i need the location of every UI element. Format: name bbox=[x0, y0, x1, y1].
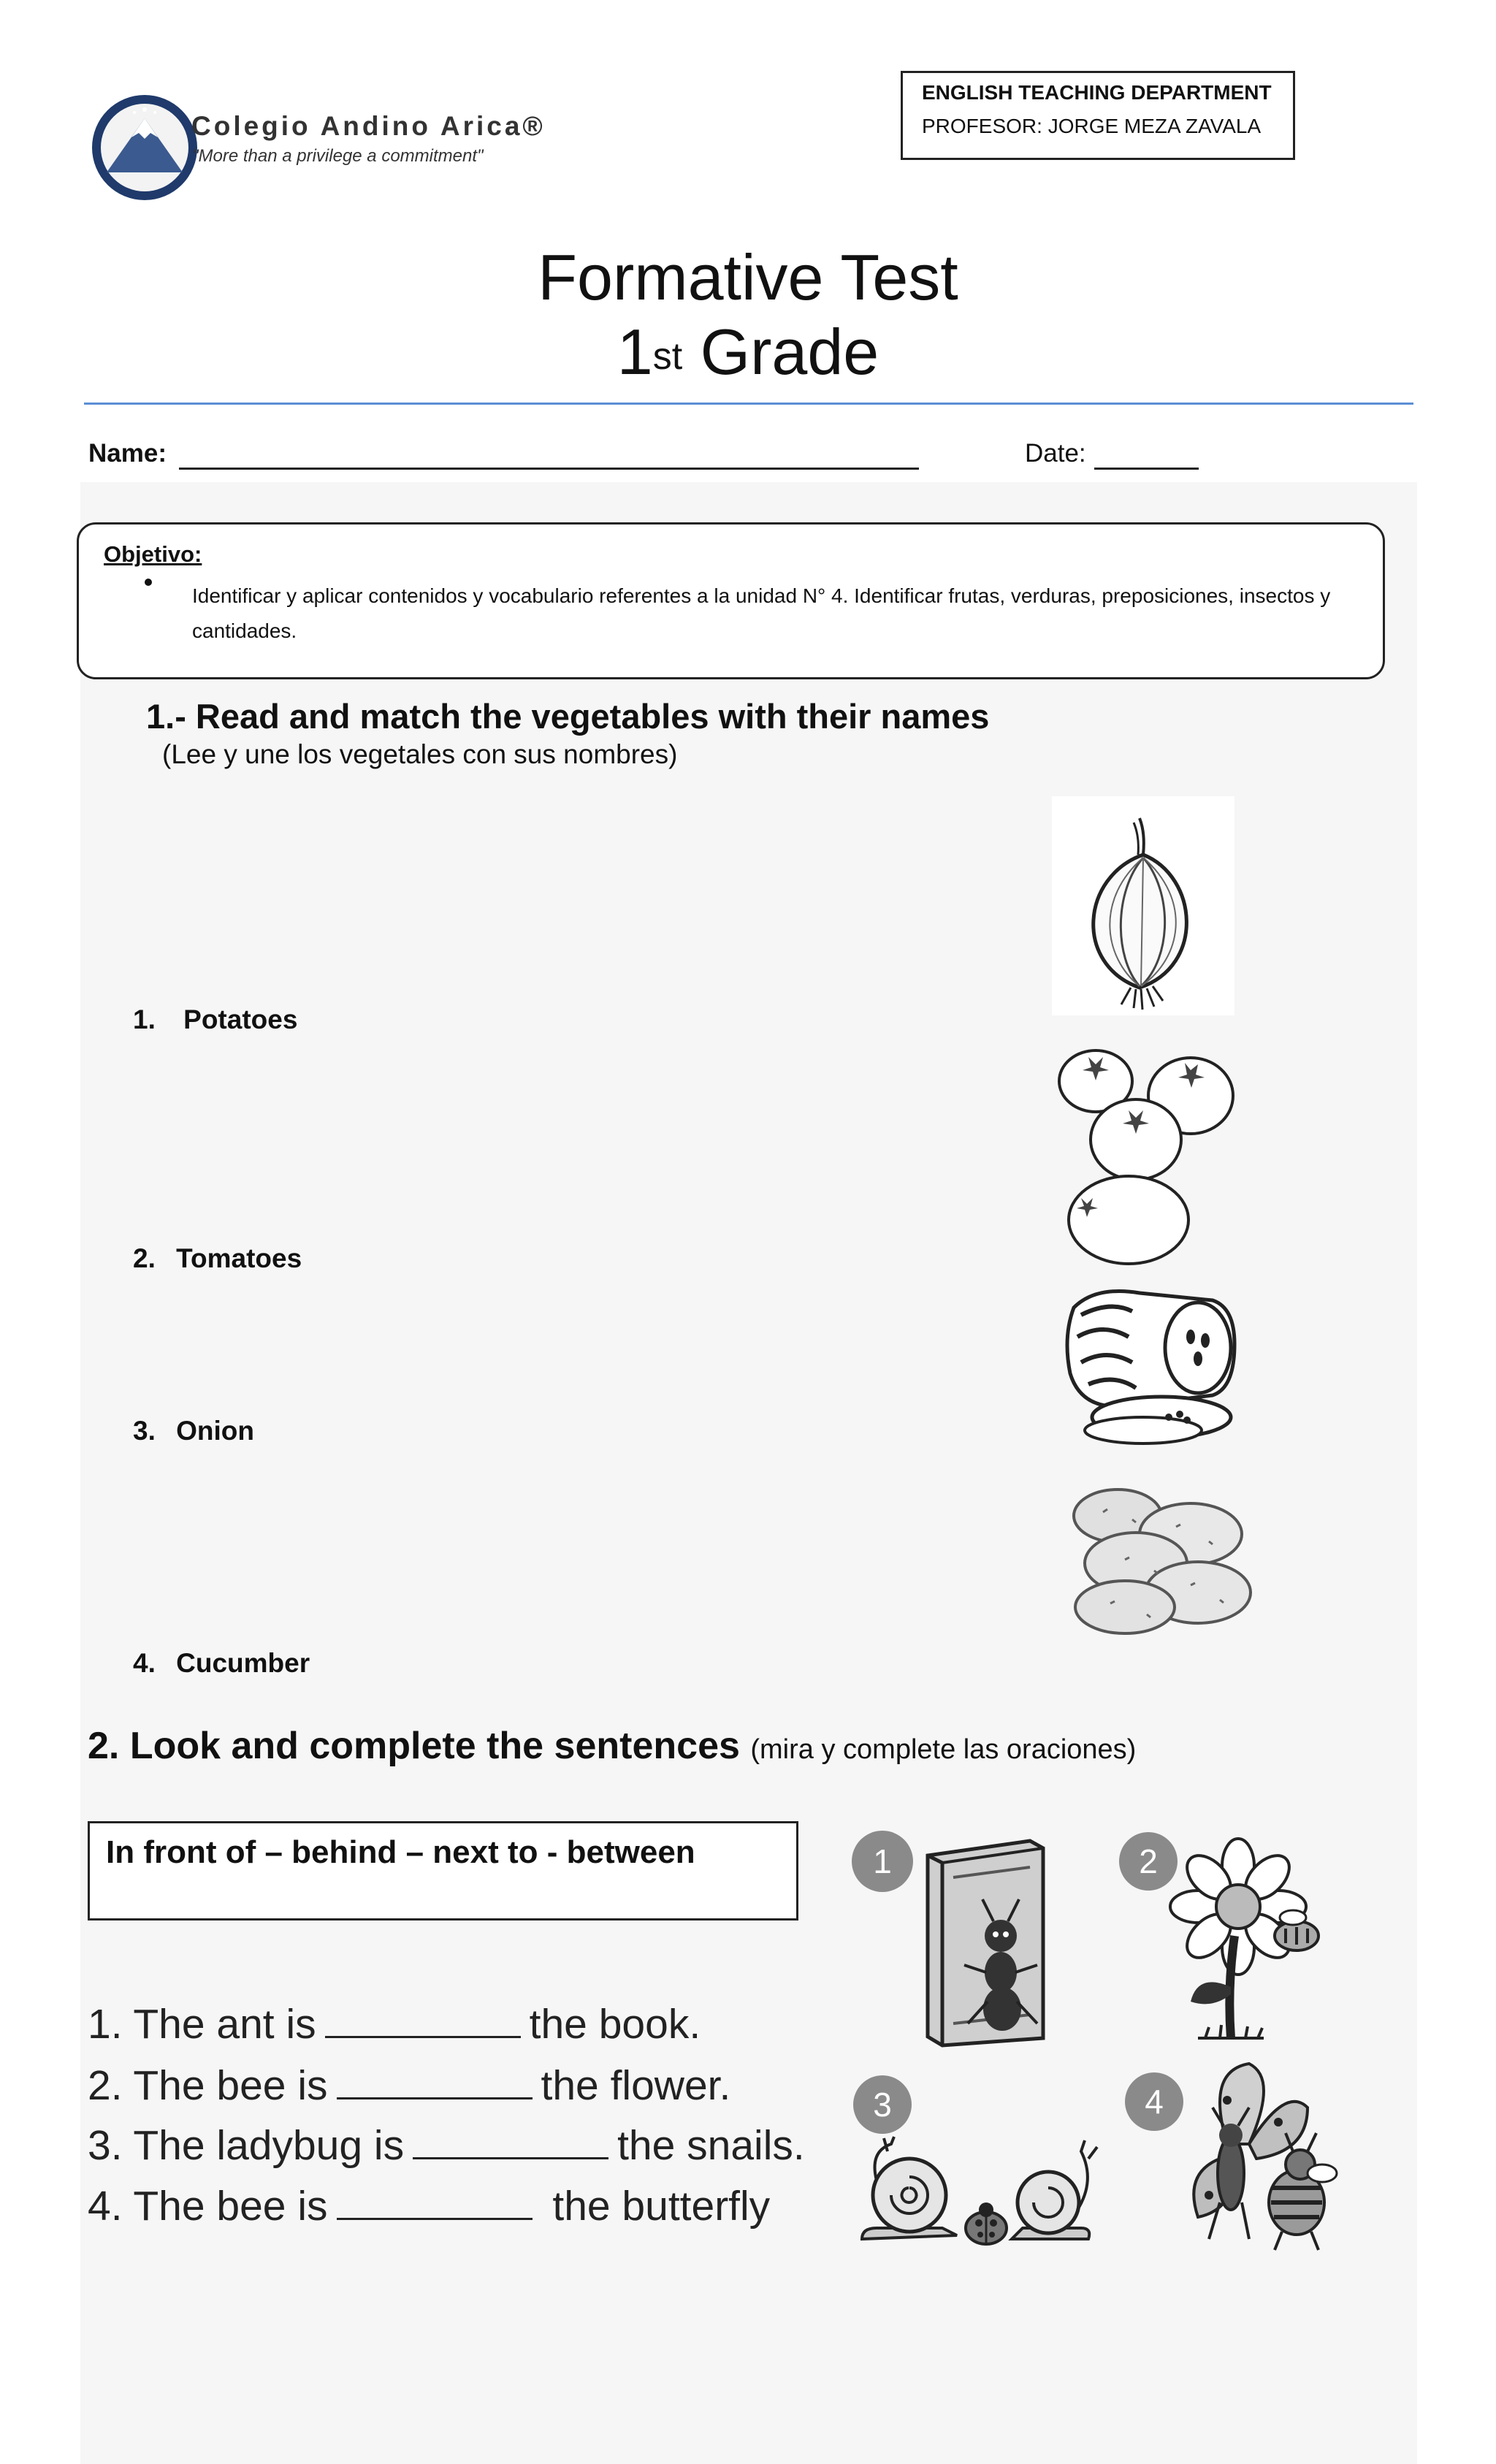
grade-number: 1 bbox=[617, 316, 653, 388]
sentence-start: 2. The bee is bbox=[88, 2062, 328, 2109]
cucumber-picture[interactable] bbox=[1052, 1278, 1264, 1446]
tomatoes-picture[interactable] bbox=[1052, 1041, 1242, 1267]
picture-ant-book[interactable] bbox=[847, 1826, 1110, 2060]
potatoes-picture[interactable] bbox=[1066, 1483, 1256, 1636]
answer-blank[interactable] bbox=[337, 2065, 533, 2099]
potatoes-icon bbox=[1066, 1483, 1256, 1636]
picture-number-4: 4 bbox=[1145, 2083, 1164, 2121]
item-label: Onion bbox=[176, 1416, 255, 1446]
item-label: Cucumber bbox=[176, 1648, 310, 1678]
school-slogan: "More than a privilege a commitment" bbox=[192, 146, 484, 166]
sentence-start: 4. The bee is bbox=[88, 2183, 328, 2230]
sentence-start: 1. The ant is bbox=[88, 2001, 316, 2048]
answer-blank[interactable] bbox=[325, 2004, 521, 2038]
bee-butterfly-icon bbox=[1118, 2056, 1359, 2261]
school-name: Colegio Andino Arica® bbox=[191, 111, 546, 141]
date-field[interactable] bbox=[1094, 468, 1199, 470]
sentence-end: the snails. bbox=[617, 2122, 805, 2169]
sentence-3 bbox=[88, 2121, 805, 2170]
match-item-cucumber[interactable] bbox=[133, 1648, 310, 1679]
item-label: Tomatoes bbox=[176, 1243, 302, 1273]
picture-number-3: 3 bbox=[873, 2086, 892, 2124]
teacher-name: PROFESOR: JORGE MEZA ZAVALA bbox=[922, 115, 1262, 137]
item-number: 3. bbox=[133, 1416, 156, 1446]
date-label: Date: bbox=[1025, 439, 1086, 468]
item-number: 2. bbox=[133, 1243, 156, 1273]
item-label: Potatoes bbox=[183, 1004, 298, 1034]
name-field[interactable] bbox=[179, 468, 919, 470]
bee-flower-icon bbox=[1118, 1826, 1359, 2060]
ant-book-icon bbox=[847, 1826, 1110, 2060]
section1-title: 1.- Read and match the vegetables with their names bbox=[146, 697, 990, 736]
sentence-1 bbox=[88, 2000, 701, 2048]
onion-icon bbox=[1052, 796, 1234, 1015]
match-item-onion[interactable] bbox=[133, 1416, 254, 1446]
sentence-end: the flower. bbox=[541, 2062, 731, 2109]
grade-word: Grade bbox=[682, 316, 879, 388]
sentence-start: 3. The ladybug is bbox=[88, 2122, 405, 2169]
picture-number-1: 1 bbox=[873, 1842, 892, 1880]
item-number: 4. bbox=[133, 1648, 156, 1678]
answer-blank[interactable] bbox=[413, 2125, 608, 2159]
tomatoes-icon bbox=[1052, 1041, 1242, 1267]
title-divider bbox=[84, 403, 1413, 405]
sentence-end: the book. bbox=[529, 2001, 701, 2048]
section2-subtitle: (mira y complete las oraciones) bbox=[750, 1734, 1137, 1765]
name-label: Name: bbox=[88, 439, 167, 468]
page-title: Formative Test bbox=[538, 241, 958, 313]
ladybug-snails-icon bbox=[847, 2071, 1110, 2261]
grade-title bbox=[0, 316, 1496, 389]
picture-bee-butterfly[interactable] bbox=[1118, 2056, 1359, 2261]
section2-title bbox=[88, 1724, 1136, 1768]
department-name: ENGLISH TEACHING DEPARTMENT bbox=[922, 81, 1272, 104]
match-item-potatoes[interactable] bbox=[133, 1004, 297, 1035]
answer-blank[interactable] bbox=[337, 2186, 533, 2220]
match-item-tomatoes[interactable] bbox=[133, 1243, 302, 1274]
objective-title: Objetivo: bbox=[104, 541, 202, 567]
item-number: 1. bbox=[133, 1004, 156, 1034]
onion-picture[interactable] bbox=[1052, 796, 1234, 1015]
section2-title-text: 2. Look and complete the sentences bbox=[88, 1725, 740, 1767]
picture-bee-flower[interactable] bbox=[1118, 1826, 1359, 2060]
sentence-2 bbox=[88, 2061, 730, 2110]
sentence-4 bbox=[88, 2182, 770, 2230]
objective-text: Identificar y aplicar contenidos y vocabulario referentes a la unidad N° 4. Identificar frutas, verduras, preposiciones, insectos y cantidades. bbox=[192, 584, 1331, 642]
grade-suffix: st bbox=[652, 335, 683, 378]
sentence-end: the butterfly bbox=[541, 2183, 771, 2230]
bullet-icon bbox=[145, 579, 152, 586]
section1-subtitle: (Lee y une los vegetales con sus nombres) bbox=[162, 739, 678, 769]
picture-number-2: 2 bbox=[1139, 1842, 1158, 1880]
picture-ladybug-snails[interactable] bbox=[847, 2071, 1110, 2261]
word-bank: In front of – behind – next to - between bbox=[106, 1834, 695, 1870]
cucumber-icon bbox=[1052, 1278, 1264, 1446]
